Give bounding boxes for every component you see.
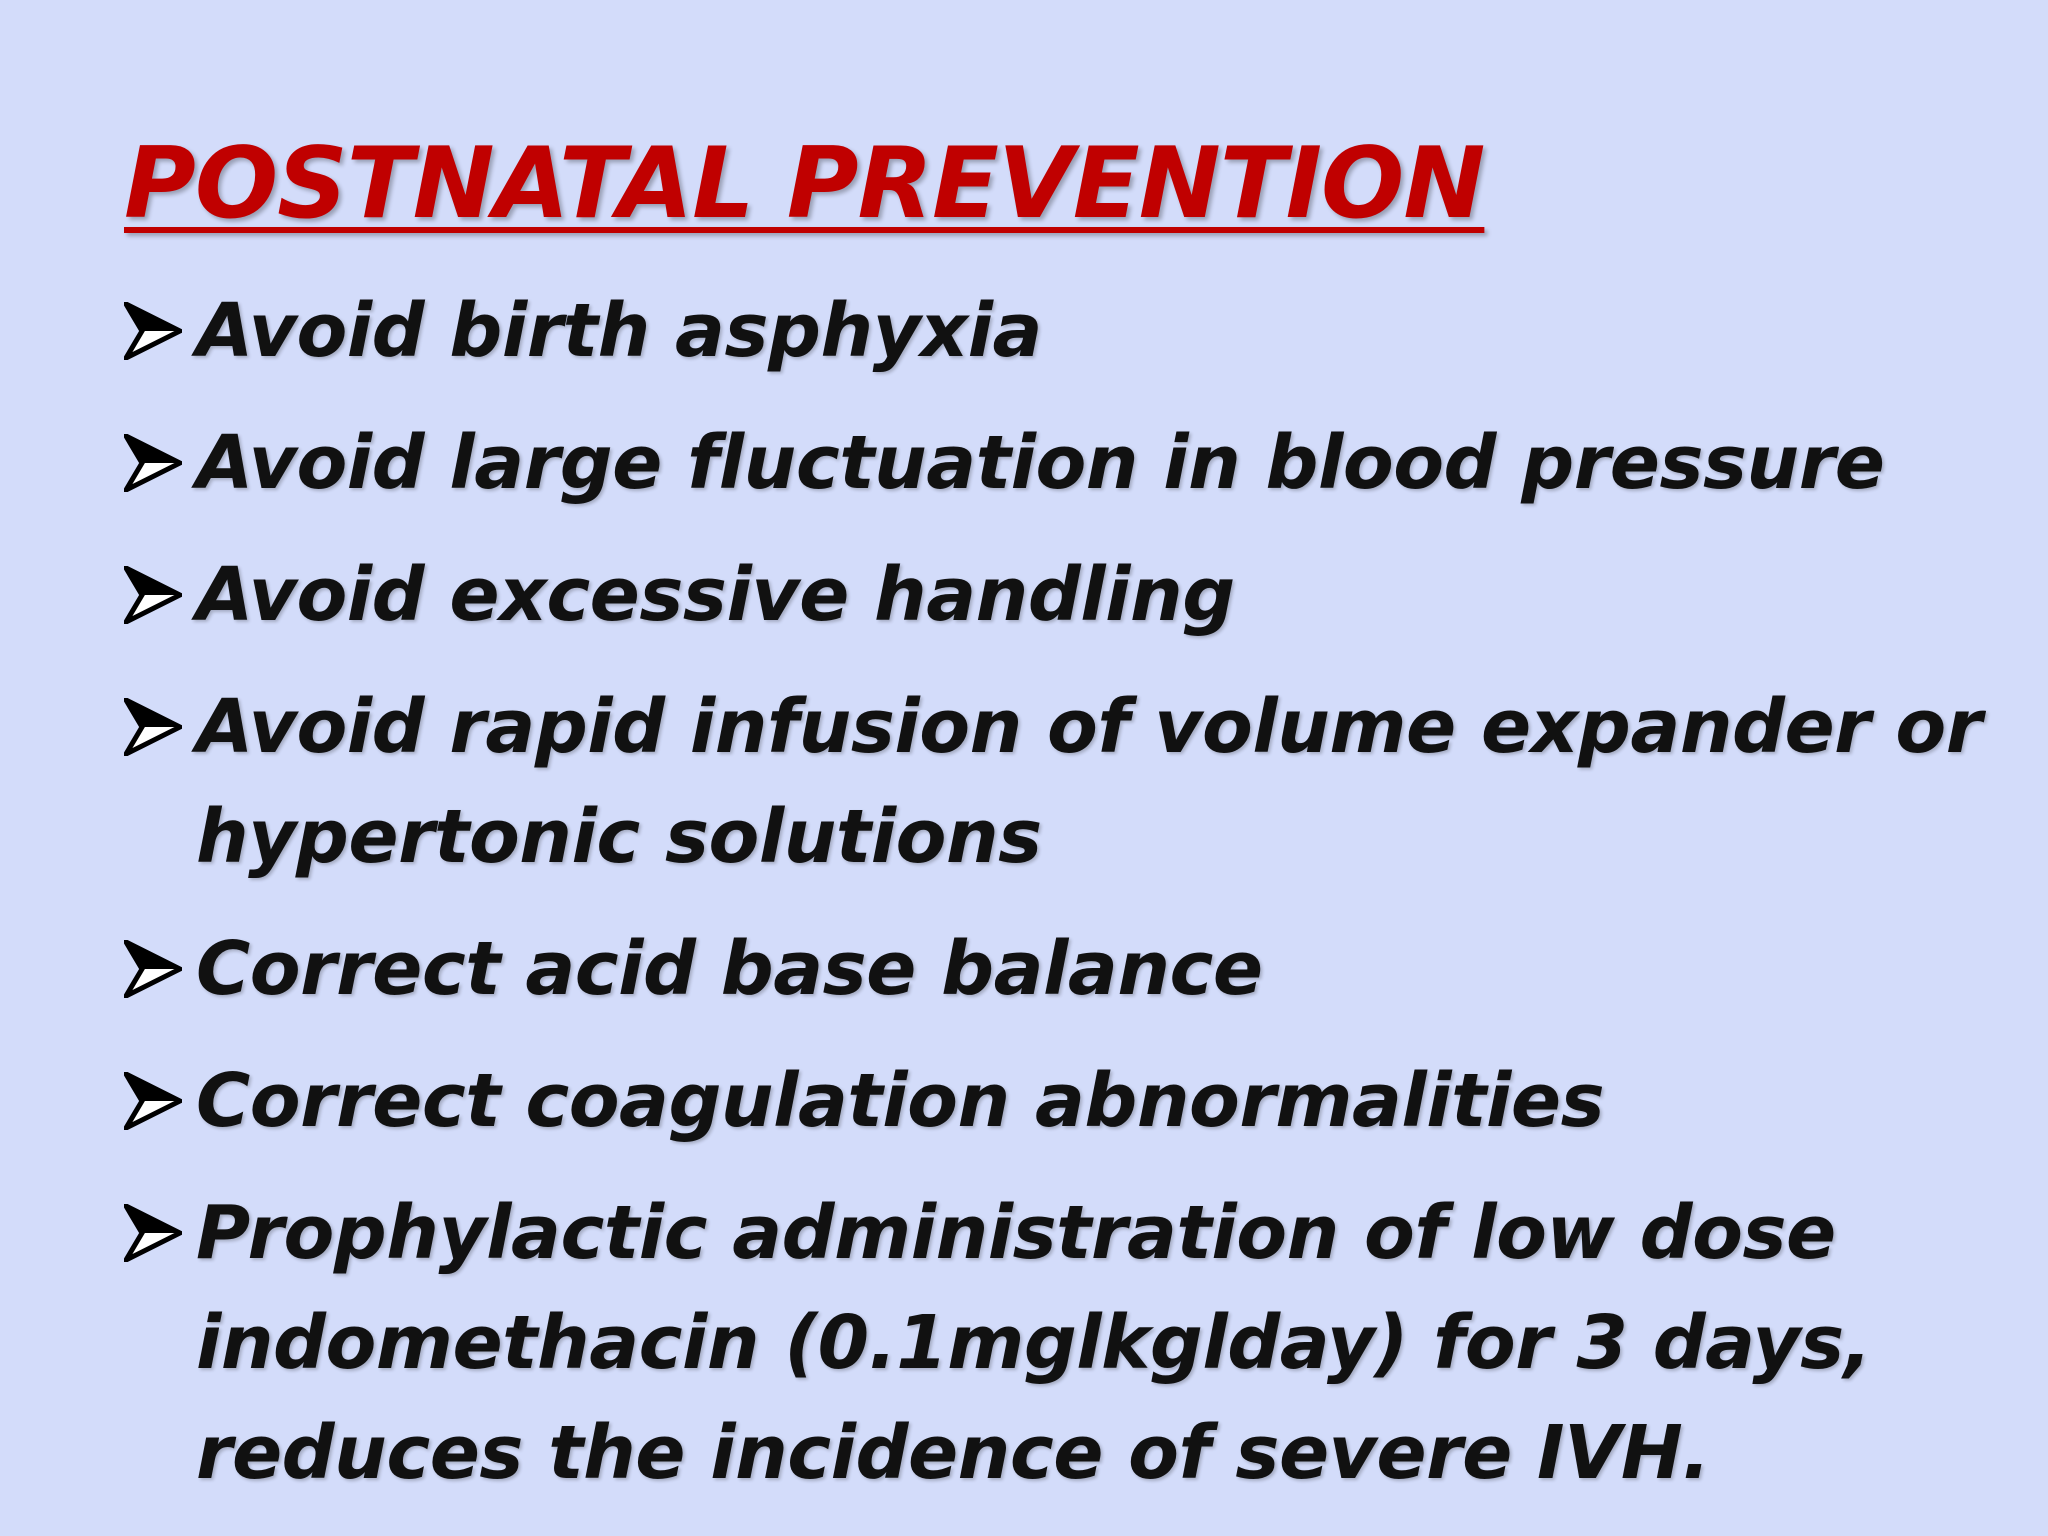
arrowhead-bullet-icon (124, 408, 196, 518)
bullet-text: Correct coagulation abnormalities (196, 1058, 1605, 1144)
bullet-text: Avoid birth asphyxia (196, 288, 1042, 374)
bullet-item (124, 914, 2004, 1024)
bullet-item (124, 276, 2004, 386)
bullet-text: Correct acid base balance (196, 926, 1263, 1012)
arrowhead-bullet-icon (124, 672, 196, 782)
bullet-text: Avoid excessive handling (196, 552, 1235, 638)
bullet-text: Prophylactic administration of low dose indomethacin (0.1mglkglday) for 3 days, reduces the incidence of severe IVH. (196, 1190, 1872, 1496)
bullet-text: Avoid large fluctuation in blood pressure (196, 420, 1885, 506)
arrowhead-bullet-icon (124, 540, 196, 650)
bullet-text: Avoid rapid infusion of volume expander or hypertonic solutions (196, 684, 1982, 880)
bullet-item (124, 540, 2004, 650)
arrowhead-bullet-icon (124, 1178, 196, 1288)
slide-title: POSTNATAL PREVENTION (124, 127, 1485, 241)
arrowhead-bullet-icon (124, 276, 196, 386)
bullet-item (124, 1178, 2004, 1508)
bullet-item (124, 408, 2004, 518)
bullet-item (124, 1046, 2004, 1156)
bullet-item (124, 672, 2004, 892)
arrowhead-bullet-icon (124, 1046, 196, 1156)
arrowhead-bullet-icon (124, 914, 196, 1024)
bullet-list (124, 276, 2004, 1530)
